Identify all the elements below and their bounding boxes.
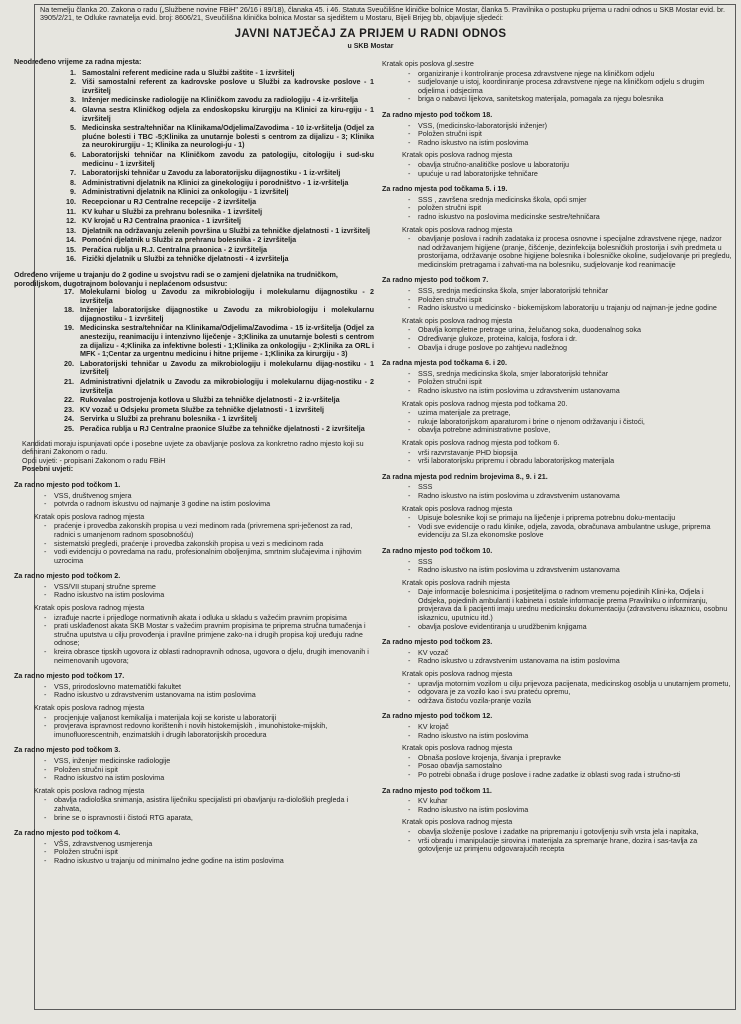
candidates-line: Kandidati moraju ispunjavati opće i posebne uvjete za obavljanje poslova za konkretno radno mjesto koji su definirani Zakonom o radu. <box>22 438 364 457</box>
list-item: - obavlja složenije poslove i zadatke na pripremanju i gotovljenju svih vrsta jela i napitaka, <box>382 828 732 837</box>
requirements-list <box>382 122 732 148</box>
position-item <box>14 198 374 207</box>
list-item: - obavlja stručno-analitičke poslove u laboratoriju <box>382 161 732 170</box>
requirements-list <box>382 797 732 814</box>
position-number: 18. <box>64 305 74 315</box>
requirement-heading: Za radno mjesto pod točkom 12. <box>382 711 493 721</box>
list-item: - Po potrebi obnaša i druge poslove i radne zadatke iz oblasti svog rada i stručno-sti <box>382 771 732 780</box>
list-item: - održava čistoću vozila-pranje vozila <box>382 697 732 706</box>
position-item <box>14 96 374 105</box>
list-item: - rukuje laboratorijskom aparaturom i brine o njenom održavanju i čistoći, <box>382 418 732 427</box>
position-number: 17. <box>64 287 74 297</box>
requirement-heading: Za radna mjesta pod točkama 6. i 20. <box>382 358 508 368</box>
list-item: - Radno iskustvo na istim poslovima <box>14 774 374 783</box>
requirements-list <box>14 840 374 866</box>
requirement-heading: Za radno mjesto pod točkom 7. <box>382 275 489 285</box>
list-item: - upravlja motornim vozilom u cilju prijevoza pacijenata, medicinskog osoblja u unutarnjem prometu, <box>382 680 732 689</box>
list-item: - briga o nabavci lijekova, sanitetskog materijala, pomagala za njegu bolesnika <box>382 95 732 104</box>
position-item <box>14 396 374 405</box>
description-list <box>382 514 732 540</box>
position-number: 19. <box>64 323 74 333</box>
requirement-heading: Za radno mjesto pod točkom 10. <box>382 545 493 555</box>
list-item: - Radno iskustvo na istim poslovima <box>382 139 732 148</box>
description-heading: Kratak opis poslova radnog mjesta <box>402 150 513 160</box>
description-list <box>382 828 732 854</box>
description-heading: Kratak opis poslova radnog mjesta pod točkama 20. <box>402 398 568 408</box>
right-column <box>382 58 732 854</box>
list-item: - VSS, inženjer medicinske radiologije <box>14 757 374 766</box>
position-text: Glavna sestra Kliničkog odjela za endoskopsku kirurgiju na Klinici za kiru-rgiju - 1 izvršitelj <box>82 104 374 123</box>
position-item <box>14 78 374 95</box>
position-item <box>14 151 374 168</box>
requirement-heading: Za radno mjesto pod točkom 11. <box>382 785 492 795</box>
position-text: Samostalni referent medicine rada u Službi zaštite - 1 izvršitelj <box>82 67 295 77</box>
list-item: - Radno iskustvo na istim poslovima u zdravstvenim ustanovama <box>382 492 732 501</box>
list-item: - Položen stručni ispit <box>14 848 374 857</box>
requirement-heading: Za radno mjesto pod točkom 17. <box>14 671 125 681</box>
candidates-line: Opći uvjeti: - propisani Zakonom o radu FBiH <box>22 455 166 465</box>
description-list <box>382 680 732 706</box>
position-number: 22. <box>64 395 74 405</box>
list-item: - organiziranje i kontroliranje procesa zdravstvene njege na kliničkom odjelu <box>382 70 732 79</box>
list-item: - vodi evidenciju o povredama na radu, profesionalnim oboljenjima, smrtnim slučajevima i njihovim uzrocima <box>14 548 374 565</box>
description-heading: Kratak opis poslova radnog mjesta <box>402 743 513 753</box>
list-item: - vrši laboratorijsku pripremu i obradu laboratorijskog materijala <box>382 457 732 466</box>
candidates-note <box>22 440 374 474</box>
position-number: 3. <box>70 95 76 105</box>
position-text: Laboratorijski tehničar na Kliničkom zavodu za patologiju, citologiju i sud-sku medicinu - 1 izvršitelj <box>82 149 374 168</box>
list-item: - kreira obrasce tipskih ugovora iz oblasti radnopravnih odnosa, ugovora o djelu, drugih imenovanih i neimenovanih ugovora; <box>14 648 374 665</box>
requirement-heading: Za radno mjesto pod točkom 23. <box>382 637 493 647</box>
list-item: - Radno iskustvo na istim poslovima <box>382 806 732 815</box>
position-item <box>14 188 374 197</box>
list-item: - KV kuhar <box>382 797 732 806</box>
requirements-list <box>14 583 374 600</box>
list-item: - Položen stručni ispit <box>382 130 732 139</box>
position-item <box>14 69 374 78</box>
list-item: - obavlja poslove evidentiranja u urudžbenim knjigama <box>382 623 732 632</box>
requirements-list <box>382 649 732 666</box>
description-heading: Kratak opis poslova radnog mjesta <box>34 511 145 521</box>
list-item: - potvrda o radnom iskustvu od najmanje 3 godine na istim poslovima <box>14 500 374 509</box>
list-item: - uzima materijale za pretrage, <box>382 409 732 418</box>
list-item: - praćenje i provedba zakonskih propisa u vezi medinom rada (privremena spri-ječenost za rad, radnici s umanjenom radnom sposobnošću) <box>14 522 374 539</box>
position-number: 12. <box>66 216 76 226</box>
position-number: 8. <box>70 177 76 187</box>
description-list <box>382 588 732 631</box>
requirement-heading: Za radno mjesto pod točkom 2. <box>14 571 121 581</box>
list-item: - Radno iskustvo u zdravstvenim ustanovama na istim poslovima <box>14 691 374 700</box>
position-number: 10. <box>66 196 76 206</box>
position-text: Peračica rublja u RJ Centralne praonice Službe za tehničke djelatnosti - 2 izvršitelja <box>80 423 365 433</box>
position-number: 7. <box>70 168 76 178</box>
list-item: - Posao obavlja samostalno <box>382 762 732 771</box>
intro-paragraph: Na temelju članka 20. Zakona o radu („Službene novine FBiH" 26/16 i 89/18), članaka 45. i 46. Statuta Sveučilišne kliničke bolnice Mostar, članka 5. Pravilnika o postupku prijema u radni odnos u SKB Mostar evid. br. 3905/2/21, te Odluke ravnatelja evid. broj: 8606/21, Sveučilišna klinička bolnica Mostar sa sjedištem u Mostaru, Bijeli Brijeg bb, objavljuje sljedeći: <box>40 5 725 23</box>
list-item: - SSS <box>382 558 732 567</box>
position-item <box>14 255 374 264</box>
heading-definite: Određeno vrijeme u trajanju do 2 godine u svojstvu radi se o zamjeni djelatnika na trudničkom, porodiljskom, dugotrajnom bolovanju i neplaćenom odsustvu: <box>14 270 338 289</box>
list-item: - Obnaša poslove krojenja, šivanja i prepravke <box>382 754 732 763</box>
position-text: KV kuhar u Službi za prehranu bolesnika - 1 izvršitelj <box>82 206 263 216</box>
position-item <box>14 415 374 424</box>
list-item: - Položen stručni ispit <box>14 766 374 775</box>
position-text: KV vozač u Odsjeku prometa Službe za tehničke djelatnosti - 1 izvršitelj <box>80 404 325 414</box>
document-subtitle: u SKB Mostar <box>347 43 394 50</box>
description-list <box>14 522 374 565</box>
requirement-heading: Za radno mjesto pod točkom 3. <box>14 745 121 755</box>
position-number: 24. <box>64 414 74 424</box>
position-item <box>14 236 374 245</box>
position-text: Medicinska sestra/tehničar na Klinikama/Odjelima/Zavodima - 10 iz-vršitelja (Odjel za plućne bolesti i TBC -5;Klinika za unutarnje bolesti s centrom za dijalizu - 3; Klinika za neurokirurgiju - 1; Klinika za neurologi-ju - 1) <box>82 123 374 150</box>
list-item: - obavlja radiološka snimanja, asistira liječniku specijalisti pri obavljanju ra-dioloških pregleda i zahvata, <box>14 796 374 813</box>
position-item <box>14 306 374 323</box>
list-item: - KV krojač <box>382 723 732 732</box>
position-number: 14. <box>66 235 76 245</box>
list-item: - Radno iskustvo na istim poslovima u zdravstvenim ustanovama <box>382 387 732 396</box>
position-item <box>14 246 374 255</box>
list-item: - SSS, srednja medicinska škola, smjer laboratorijski tehničar <box>382 370 732 379</box>
position-number: 5. <box>70 123 76 133</box>
position-item <box>14 227 374 236</box>
description-list <box>14 714 374 740</box>
description-list <box>382 449 732 466</box>
position-item <box>14 124 374 150</box>
list-item: - Daje informacije bolesnicima i posjetiteljima o radnom vremenu pojedinih Klini-ka, Odjela i Odsjeka, pojedinih ambulanti i kabineta i ostale informacije prema Pravilniku o informiranju, provjerava da li pacijenti imaju urednu medicinsku dokumentaciju (zdravstvenu iskaznicu, osobnu iskaznicu, uputnicu itd.) <box>382 588 732 622</box>
position-item <box>14 425 374 434</box>
list-item: - Vodi sve evidencije o radu klinike, odjela, zavoda, obračunava ambulantne usluge, priprema evidenciju za SI.za ekonomske poslove <box>382 523 732 540</box>
position-text: Laboratorijski tehničar u Zavodu za mikrobiologiju i molekularnu dijag-nostiku - 1 izvršitelj <box>80 358 374 377</box>
list-item: - izrađuje nacrte i prijedloge normativnih akata i odluka u skladu s važećim pravnim propisima <box>14 614 374 623</box>
position-text: Laboratorijski tehničar u Zavodu za laboratorijsku dijagnostiku - 1 iz-vršitelj <box>82 168 341 178</box>
positions-indefinite-list <box>14 69 374 264</box>
position-number: 13. <box>66 225 76 235</box>
requirements-list <box>382 483 732 500</box>
position-text: Viši samostalni referent za kadrovske poslove u Službi za kadrovske poslove - 1 izvršitelj <box>82 77 374 95</box>
position-text: Inženjer laboratorijske dijagnostike u Zavodu za mikrobiologiju i molekularnu dijagnostiku - 1 izvršitelj <box>80 305 374 323</box>
position-item <box>14 324 374 358</box>
position-item <box>14 169 374 178</box>
position-text: Administrativni djelatnik u Zavodu za mikrobiologiju i molekularnu dijag-nostiku - 2 izvršitelja <box>80 377 374 395</box>
list-item: - upućuje u rad laboratorijske tehničare <box>382 170 732 179</box>
top-description-heading: Kratak opis poslova gl.sestre <box>382 59 474 68</box>
description-heading: Kratak opis poslova radnog mjesta <box>402 224 513 234</box>
position-number: 16. <box>66 254 76 264</box>
requirements-list <box>382 723 732 740</box>
description-heading: Kratak opis poslova radnih mjesta <box>402 577 510 587</box>
list-item: - procjenjuje valjanost kemikalija i materijala koji se koriste u laboratoriji <box>14 714 374 723</box>
list-item: - odgovara je za vozilo kao i svu prateću opremu, <box>382 688 732 697</box>
document-title: JAVNI NATJEČAJ ZA PRIJEM U RADNI ODNOS <box>234 28 507 40</box>
list-item: - SSS, srednja medicinska škola, smjer laboratorijski tehničar <box>382 287 732 296</box>
position-number: 25. <box>64 423 74 433</box>
list-item: - obavlja potrebne administrativne poslove, <box>382 426 732 435</box>
list-item: - Radno iskustvo na istim poslovima <box>382 732 732 741</box>
position-number: 1. <box>70 67 76 77</box>
description-list <box>382 161 732 178</box>
list-item: - provjerava ispravnost redovno korištenih i novih histokemijskih , imunohistoke-mijskih, imunofluorescentnih, enzimatskih i drugih laboratorijskih procedura <box>14 722 374 739</box>
position-text: Inženjer medicinske radiologije na Kliničkom zavodu za radiologiju - 4 iz-vršitelja <box>82 95 358 105</box>
special-conditions-label: Posebni uvjeti: <box>22 464 74 474</box>
left-column <box>14 58 374 866</box>
position-text: Peračica rublja u R.J. Centralna praonica - 2 izvršitelja <box>82 244 267 254</box>
list-item: - sudjelovanje u istoj, koordiniranje procesa zdravstvene njege na kliničkom odjelu s drugim odjelima i odsjecima <box>382 78 732 95</box>
position-text: Recepcionar u RJ Centralne recepcije - 2 izvršitelja <box>82 196 257 206</box>
requirement-heading: Za radno mjesto pod točkom 1. <box>14 479 121 489</box>
position-item <box>14 378 374 395</box>
list-item: - Radno iskustvo na istim poslovima <box>14 591 374 600</box>
requirements-list <box>14 492 374 509</box>
position-item <box>14 217 374 226</box>
requirements-list <box>14 757 374 783</box>
list-item: - Obavlja i druge poslove po zahtjevu nadležnog <box>382 344 732 353</box>
position-text: Administrativni djelatnik na Klinici za ginekologiju i porodništvo - 1 iz-vršitelja <box>82 177 349 187</box>
position-text: Djelatnik na održavanju zelenih površina u Službi za tehničke djelatnosti - 1 izvršitelj <box>82 225 370 235</box>
description-heading: Kratak opis poslova radnog mjesta <box>402 315 513 325</box>
requirements-list <box>382 287 732 313</box>
list-item: - Radno iskustvo u trajanju od minimalno jedne godine na istim poslovima <box>14 857 374 866</box>
description-heading: Kratak opis poslova radnog mjesta <box>402 669 513 679</box>
list-item: - Obavlja kompletne pretrage urina, želučanog soka, duodenalnog soka <box>382 326 732 335</box>
list-item: - VSS, prirodoslovno matematički fakultet <box>14 683 374 692</box>
list-item: - VSS, društvenog smjera <box>14 492 374 501</box>
position-text: Rukovalac postrojenja kotlova u Službi za tehničke djelatnosti - 2 iz-vršitelja <box>80 395 340 405</box>
list-item: - prati usklađenost akata SKB Mostar s važećim pravnim propisima te priprema stručna tumačenja i stručna uputstva u cilju provođenja i pravilne primjene zako-na i drugih propisa koji uređuju radne odnose; <box>14 622 374 648</box>
list-item: - sistematski pregledi, praćenje i provedba zakonskih propisa u vezi s medicinom rada <box>14 540 374 549</box>
list-item: - VSS/VII stupanj stručne spreme <box>14 583 374 592</box>
position-number: 20. <box>64 358 74 368</box>
list-item: - Radno iskustvo u zdravstvenim ustanovama na istim poslovima <box>382 657 732 666</box>
position-text: Administrativni djelatnik na Klinici za onkologiju - 1 izvršitelj <box>82 187 289 197</box>
position-item <box>14 179 374 188</box>
positions-definite-list <box>14 288 374 434</box>
list-item: - obavljanje poslova i radnih zadataka iz procesa osnovne i specijalne zdravstvene njege, nadzor nad održavanjem higijene (pranje, čišćenje, dezinfekcija bolesničkih prostorija i svih predmeta u prostorijama, održavanje osobne higijene bolesnika i bolesničke okoline, sudjelovanje pri pregledu, medicinskim pretragama i zahvati-ma na bolesniku, sudjelovanje kod reanimacije <box>382 235 732 269</box>
position-text: Medicinska sestra/tehničar na Klinikama/Odjelima/Zavodima - 15 iz-vršitelja (Odjel za anesteziju, reanimaciju i intenzivno liječenje - 3;Klinika za unutarnje bolesti s centrom za dijalizu - 4;Klinika za infektivne bolesti - 1;Klinika za onkologiju - 2;Klinika za ORL i MFK - 1;Centar za urgentnu medicinu i hitne prijeme - 1;Klinika za kirurgiju - 3) <box>80 323 374 359</box>
position-text: Fizički djelatnik u Službi za tehničke djelatnosti - 4 izvršitelja <box>82 254 289 264</box>
position-number: 4. <box>70 104 76 114</box>
list-item: - VSS, (medicinsko-laboratorijski inženjer) <box>382 122 732 131</box>
position-item <box>14 360 374 377</box>
list-item: - Položen stručni ispit <box>382 378 732 387</box>
position-item <box>14 288 374 305</box>
position-text: KV krojač u RJ Centralna praonica - 1 izvršitelj <box>82 216 241 226</box>
list-item: - Radno iskustvo u medicinsko - biokemijskom laboratoriju u trajanju od najman-je jedne godine <box>382 304 732 313</box>
position-number: 9. <box>70 187 76 197</box>
description-heading: Kratak opis poslova radnog mjesta <box>34 603 145 613</box>
description-heading: Kratak opis poslova radnog mjesta <box>402 503 513 513</box>
list-item: - Upisuje bolesnike koji se primaju na liječenje i priprema potrebnu doku-mentaciju <box>382 514 732 523</box>
list-item: - SSS <box>382 483 732 492</box>
requirement-heading: Za radna mjesta pod rednim brojevima 8., 9. i 21. <box>382 471 548 481</box>
right-blocks <box>382 111 732 854</box>
position-item <box>14 106 374 123</box>
position-number: 15. <box>66 244 76 254</box>
position-number: 23. <box>64 404 74 414</box>
description-list <box>14 796 374 822</box>
list-item: - Određivanje glukoze, proteina, kalcija, fosfora i dr. <box>382 335 732 344</box>
description-heading: Kratak opis poslova radnog mjesta <box>34 703 145 712</box>
list-item: - Položen stručni ispit <box>382 296 732 305</box>
list-item: - VŠS, zdravstvenog usmjerenja <box>14 840 374 849</box>
requirements-list <box>382 370 732 396</box>
requirements-list <box>14 683 374 700</box>
position-item <box>14 208 374 217</box>
list-item: - radno iskustvo na poslovima medicinske sestre/tehničara <box>382 213 732 222</box>
description-list <box>382 326 732 352</box>
position-text: Molekularni biolog u Zavodu za mikrobiologiju i molekularnu dijagnostiku - 2 izvršitelja <box>80 287 374 305</box>
description-list <box>382 754 732 780</box>
list-item: - vrši obradu i manipulacije sirovina i materijala za spremanje hrane, dozira i sas-tavlja za gotovljenje uz primjenu odgovarajućih recepta <box>382 837 732 854</box>
description-list <box>382 409 732 435</box>
description-heading: Kratak opis poslova radnog mjesta pod točkom 6. <box>402 437 560 447</box>
description-list <box>382 235 732 269</box>
requirement-heading: Za radno mjesta pod točkama 5. i 19. <box>382 184 508 194</box>
requirements-list <box>382 196 732 222</box>
list-item: - Radno iskustvo na istim poslovima u zdravstvenim ustanovama <box>382 566 732 575</box>
requirement-heading: Za radno mjesto pod točkom 18. <box>382 109 493 119</box>
position-number: 2. <box>70 77 76 87</box>
description-list <box>14 614 374 666</box>
requirement-heading: Za radno mjesto pod točkom 4. <box>14 828 121 838</box>
position-number: 21. <box>64 377 74 386</box>
description-heading: Kratak opis poslova radnog mjesta <box>34 785 145 795</box>
heading-indefinite: Neodređeno vrijeme za radna mjesta: <box>14 57 142 66</box>
top-description-list <box>382 70 732 104</box>
list-item: - položen stručni ispit <box>382 204 732 213</box>
list-item: - KV vozač <box>382 649 732 658</box>
position-item <box>14 406 374 415</box>
position-number: 11. <box>66 206 76 216</box>
list-item: - brine se o ispravnosti i čistoći RTG aparata, <box>14 814 374 823</box>
description-heading: Kratak opis poslova radnog mjesta <box>402 817 513 827</box>
position-number: 6. <box>70 149 76 159</box>
list-item: - SSS , završena srednja medicinska škola, opći smjer <box>382 196 732 205</box>
position-text: Pomoćni djelatnik u Službi za prehranu bolesnika - 2 izvršitelja <box>82 235 297 245</box>
requirements-list <box>382 558 732 575</box>
left-blocks <box>14 481 374 866</box>
position-text: Servirka u Službi za prehranu bolesnika - 1 izvršitelj <box>80 414 257 424</box>
list-item: - vrši razvrstavanje PHD biopsija <box>382 449 732 458</box>
